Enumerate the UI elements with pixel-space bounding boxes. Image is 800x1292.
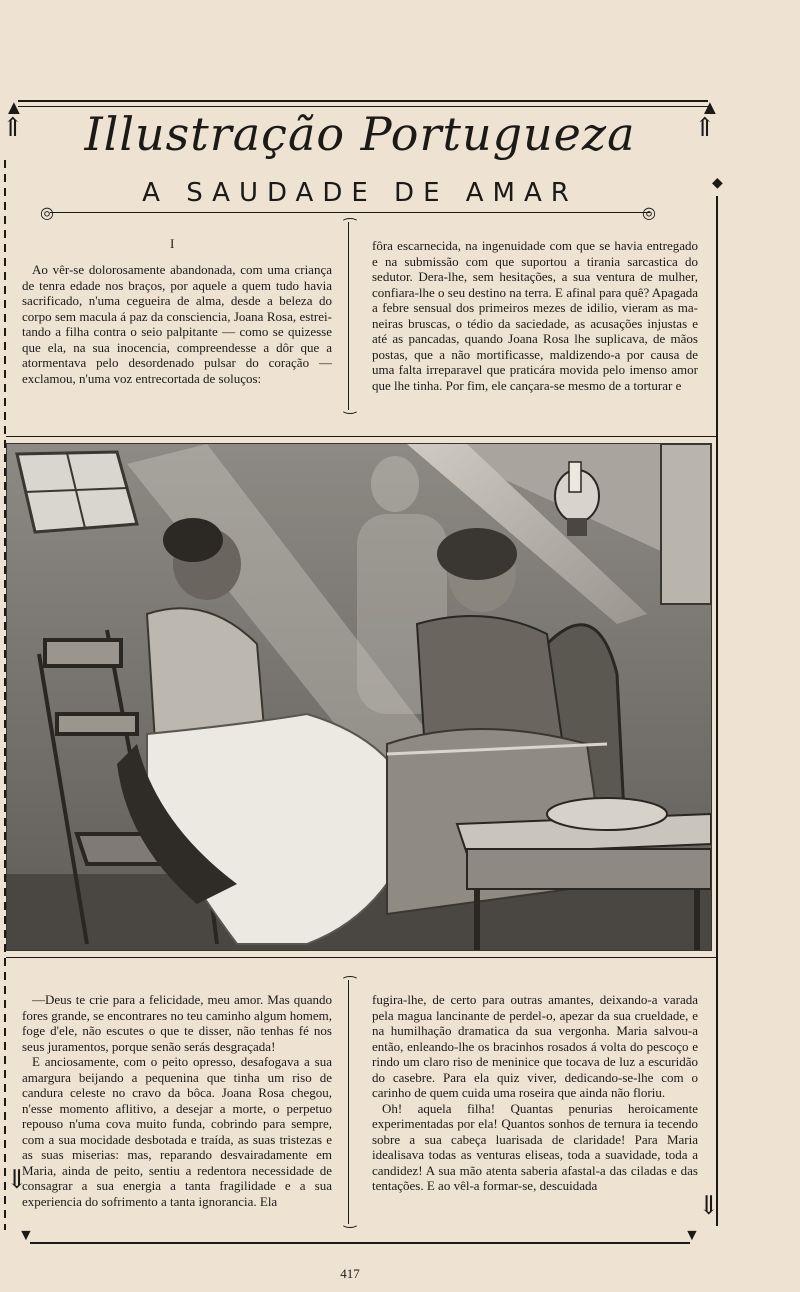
text-column-top-right	[372, 238, 698, 410]
paragraph: Ao vêr-se dolorosamente abandonada, com uma criança de tenra edade nos braços, por aquele a quem tudo havia sacrificado, n'uma cegueira de alma, desde a beleza do corpo sem macula á paz da consciencia, Joana Rosa, estreitando a filha contra o seio palpitante — como se quizesse que ela, na sua inocencia, compreendesse a dôr que a atormentava pelo desordenado pulsar do coração — exclamou, n'uma voz entrecortada de soluços:	[22, 262, 332, 386]
text-column-bottom-left	[22, 992, 332, 1214]
section-rule	[6, 436, 716, 437]
column-divider	[348, 980, 363, 1224]
diamond-ornament-icon: ◆	[712, 176, 723, 191]
paragraph: —Deus te crie para a felicidade, meu amor. Mas quando fores grande, se encontrares no teu caminho algum homem, foge d'ele, não escutes o que te disser, não tenhas fé nos seus juramentos, porque senão serás desgraçada!	[22, 992, 332, 1054]
section-rule	[6, 957, 716, 958]
door-frame	[661, 444, 711, 604]
arrow-ornament-icon: ⇓	[698, 1191, 720, 1220]
text-column-bottom-right	[372, 992, 698, 1214]
column-divider	[348, 222, 363, 410]
right-border	[716, 196, 718, 1226]
arrow-ornament-icon: ⇑	[694, 113, 716, 142]
article-title: A SAUDADE DE AMAR	[142, 178, 578, 208]
arrow-ornament-icon: ⇑	[2, 113, 24, 142]
header-border-line	[18, 100, 708, 102]
engraving-illustration	[6, 443, 712, 951]
corner-ornament-icon: ▼	[18, 1227, 34, 1244]
paragraph: fôra escarnecida, na ingenuidade com que se havia entregado e na submissão com que suportou a tirania sarcastica do sedutor. Dera-lhe, sem hesitações, a sua ventura de mulher, confiara-lhe o seu destino na terra. E afinal para quê? Apagada a febre sensual dos primeiros mezes de idilio, vieram as maneiras bruscas, o tédio da saciedade, as acusações injustas e até as pancadas, quando Joana Rosa lhe suplicava, de mãos postas, que a não mortificasse, maldizendo-a por causa de uma falta irreparavel que praticára movida pelo imenso amor que lhe tinha. Por fim, ele cançara-se mesmo de a torturar e	[372, 238, 698, 393]
paragraph: fugira-lhe, de certo para outras amantes, deixando-a varada pela magua lancinante de perdel-o, apezar da sua crueldade, e na humilhação dramatica da sua vergonha. Maria salvou-a então, enleando-lhe os bracinhos rosados á volta do pescoço e rindo um claro riso de meninice que tocava de luz a escuridão do casebre. Para ela quiz viver, dedicando-se-lhe com o carinho de quem cuida uma roseira que ainda não floriu.	[372, 992, 698, 1100]
corner-ornament-icon: ▲	[700, 97, 720, 119]
bottom-border	[30, 1242, 690, 1244]
paragraph: Oh! aquela filha! Quantas penurias heroicamente experimentadas por ela! Quantos sonhos de ternura ia tecendo sobre a sua cabeça luarisada de claridade! Para Maria idealisava todas as venturas eliseas, toda a suavidade, toda a candidez! A sua mão atenta saberia afastal-a das ciladas e das tentações. E ao vêl-a formar-se, descuidada	[372, 1100, 698, 1193]
section-number: I	[170, 236, 175, 251]
title-underline	[50, 212, 650, 213]
scroll-ornament-icon: ◎	[642, 205, 656, 222]
masthead-title: Illustração Portugueza	[84, 107, 636, 161]
paragraph: E anciosamente, com o peito opresso, desafogava a sua amargura beijando a pequenina que tinha um riso de candura celeste no cravo da bôca. Joana Rosa chegou, n'esse momento aflitivo, a desejar a morte, o perpetuo repouso n'uma cova muito funda, cobrindo para sempre, com a sua mocidade desbotada e traída, as suas tristezas e as suas miserias: mas, reparando desvairadamente em Maria, ainda de peito, sentiu a redentora necessidade de consagrar a sua energia a tanta fragilidade e a sua experiencia do sofrimento a tanta ignorancia. Ela	[22, 1054, 332, 1209]
scroll-ornament-icon: ◎	[40, 205, 54, 222]
corner-ornament-icon: ▲	[4, 97, 24, 119]
sewing-basket	[547, 798, 667, 830]
page-number: 417	[340, 1266, 360, 1281]
text-column-top-left	[22, 262, 332, 410]
illustration-drawing	[7, 444, 711, 950]
corner-ornament-icon: ▼	[684, 1227, 700, 1244]
arrow-ornament-icon: ⇓	[6, 1165, 28, 1194]
